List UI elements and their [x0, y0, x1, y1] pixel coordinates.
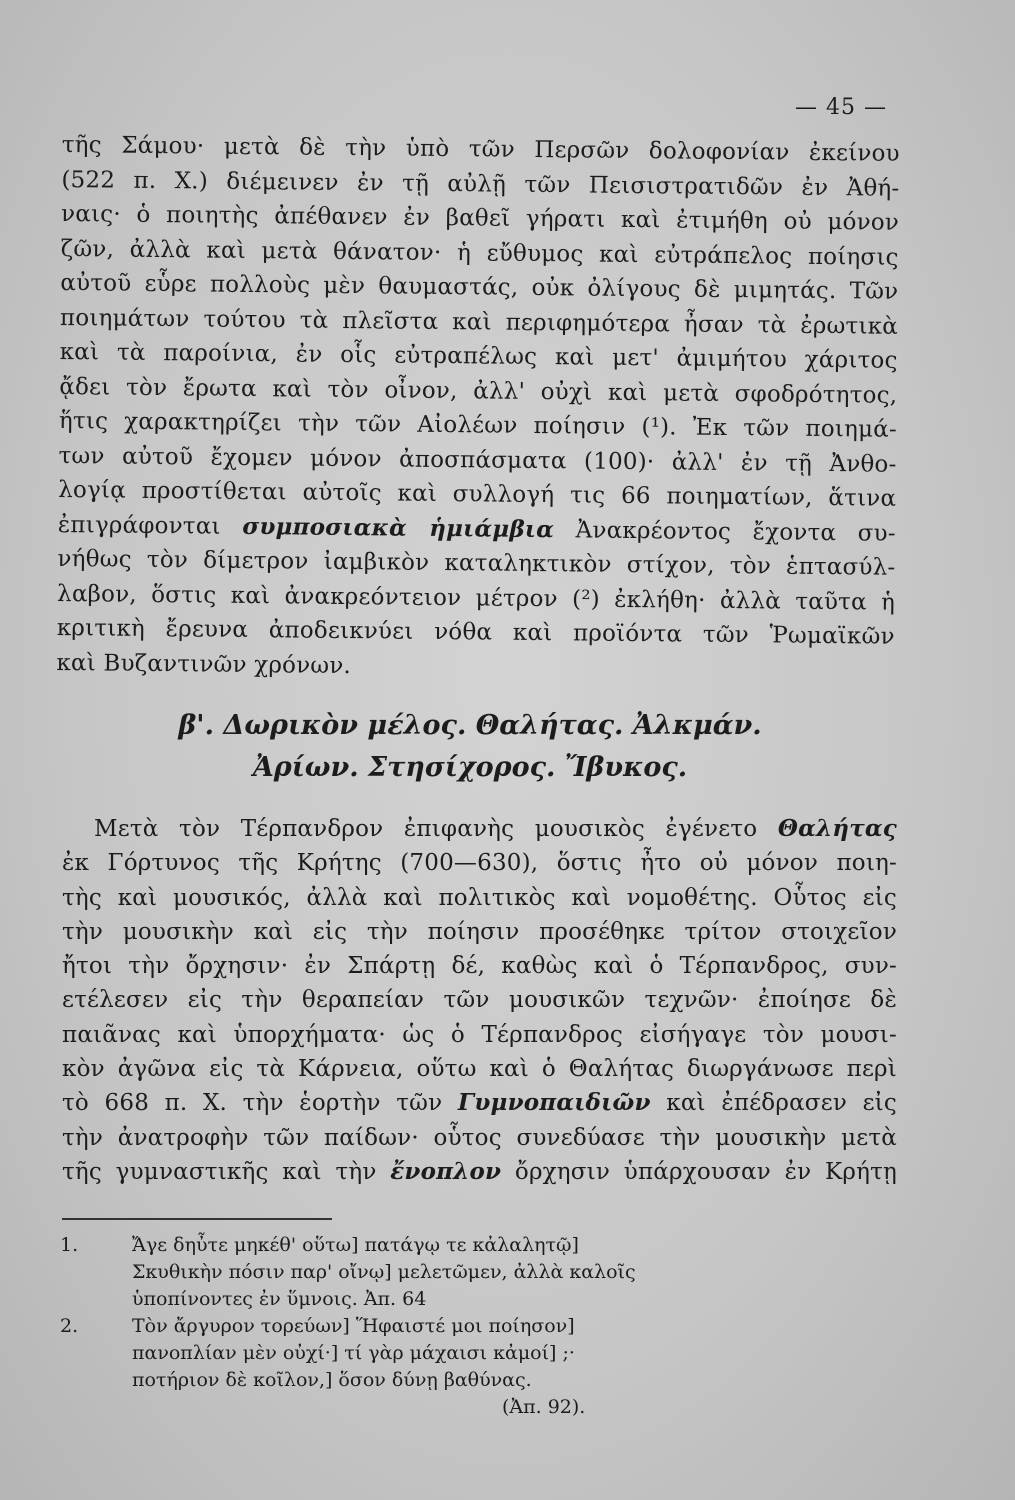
text-line: παιᾶνας καὶ ὑπορχήματα· ὡς ὁ Τέρπανδρος εἰσήγαγε τὸν μουσι-: [62, 1021, 897, 1048]
text-line: ᾄδει τὸν ἔρωτα καὶ τὸν οἶνον, ἀλλ' οὐχὶ καὶ μετὰ σφοδρότητος,: [59, 373, 898, 409]
page-number: — 45 —: [795, 95, 887, 120]
paragraph-anacreon: [56, 128, 900, 689]
footnote-line: πανοπλίαν μὲν οὐχί·] τί γὰρ μάχαισι κἀμοί] ;·: [132, 1342, 575, 1364]
text-line: ἥτις χαρακτηρίζει τὴν τῶν Αἰολέων ποίησιν (¹). Ἐκ τῶν ποιημά-: [58, 407, 898, 443]
text-line: λογίᾳ προστίθεται αὐτοῖς καὶ συλλογή τις 66 ποιηματίων, ἅτινα: [58, 476, 897, 512]
footnote-line: Τὸν ἄργυρον τορεύων] Ἥφαιστέ μοι ποίησον]: [132, 1315, 575, 1337]
footnote-2: [60, 1313, 820, 1421]
text-line: (522 π. Χ.) διέμεινεν ἐν τῇ αὐλῇ τῶν Πεισιστρατιδῶν ἐν Ἀθή-: [61, 166, 900, 202]
text-line: ζῶν, ἀλλὰ καὶ μετὰ θάνατον· ἡ εὔθυμος καὶ εὐτράπελος ποίησις: [60, 235, 899, 271]
emphasized-term: Θαλήτας: [777, 815, 897, 842]
text-segment: καὶ ἐπέδρασεν εἰς: [650, 1090, 897, 1117]
footnote-reference: (Ἀπ. 92).: [502, 1396, 586, 1418]
text-line: τὴς καὶ μουσικός, ἀλλὰ καὶ πολιτικὸς καὶ νομοθέτης. Οὗτος εἰς: [62, 884, 897, 911]
text-line: ποιημάτων τούτου τὰ πλεῖστα καὶ περιφημότερα ἦσαν τὰ ἐρωτικὰ: [59, 304, 899, 340]
text-line: [62, 812, 897, 846]
section-heading: [60, 705, 880, 789]
emphasized-term: συμποσιακὰ ἡμιάμβια: [242, 512, 555, 543]
text-line: ετέλεσεν εἰς τὴν θεραπείαν τῶν μουσικῶν τεχνῶν· ἐποίησε δὲ: [62, 987, 897, 1014]
footnote-line: Ἄγε δηὖτε μηκέθ' οὕτω] πατάγῳ τε κἀλαλητῷ]: [132, 1234, 579, 1256]
text-line: λαβον, ὅστις καὶ ἀνακρεόντειον μέτρον (²) ἐκλήθη· ἀλλὰ ταῦτα ἡ: [56, 580, 896, 616]
footnote-number: 2.: [60, 1315, 79, 1337]
text-line: ἐκ Γόρτυνος τῆς Κρήτης (700—630), ὅστις ἦτο οὐ μόνον ποιη-: [62, 850, 897, 877]
text-line: καὶ τὰ παροίνια, ἐν οἷς εὐτραπέλως καὶ μετ' ἀμιμήτου χάριτος: [59, 338, 898, 374]
heading-line: β'. Δωρικὸν μέλος. Θαλήτας. Ἀλκμάν.: [178, 710, 762, 741]
footnote-divider: [62, 1218, 332, 1220]
text-line: [62, 1086, 897, 1120]
text-segment: Μετὰ τὸν Τέρπανδρον ἐπιφανὴς μουσικὸς ἐγένετο: [94, 816, 778, 842]
text-line: νήθως τὸν δίμετρον ἰαμβικὸν καταληκτικὸν στίχον, τὸν ἑπτασύλ-: [57, 545, 896, 581]
footnote-line: ὑποπίνοντες ἐν ὕμνοις. Ἀπ. 64: [132, 1288, 427, 1310]
text-segment: τὸ 668 π. Χ. τὴν ἑορτὴν τῶν: [62, 1090, 458, 1117]
footnote-1: [60, 1232, 820, 1313]
text-line: καὶ Βυζαντινῶν χρόνων.: [56, 649, 352, 679]
text-line: τὴν μουσικὴν καὶ εἰς τὴν ποίησιν προσέθηκε τρίτον στοιχεῖον: [62, 918, 897, 945]
text-line: ἤτοι τὴν ὄρχησιν· ἐν Σπάρτῃ δέ, καθὼς καὶ ὁ Τέρπανδρος, συν-: [62, 953, 897, 980]
text-line: αὐτοῦ εὗρε πολλοὺς μὲν θαυμαστάς, οὐκ ὀλίγους δὲ μιμητάς. Τῶν: [60, 269, 899, 305]
text-line: τῆς Σάμου· μετὰ δὲ τὴν ὑπὸ τῶν Περσῶν δολοφονίαν ἐκείνου: [61, 131, 900, 167]
text-line: τὴν ἀνατροφὴν τῶν παίδων· οὗτος συνεδύασε τὴν μουσικὴν μετὰ: [62, 1124, 897, 1151]
emphasized-term: Γυμνοπαιδιῶν: [457, 1089, 651, 1117]
heading-line: Ἀρίων. Στησίχορος. Ἴβυκος.: [252, 752, 688, 783]
footnote-line: Σκυθικὴν πόσιν παρ' οἴνῳ] μελετῶμεν, ἀλλὰ καλοῖς: [132, 1261, 636, 1283]
text-line: [62, 1155, 897, 1189]
text-line: κὸν ἀγῶνα εἰς τὰ Κάρνεια, οὕτω καὶ ὁ Θαλήτας διωργάνωσε περὶ: [62, 1056, 897, 1083]
text-segment: τῆς γυμναστικῆς καὶ τὴν: [62, 1158, 391, 1185]
footnotes: [60, 1232, 820, 1421]
emphasized-term: ἔνοπλον: [390, 1157, 502, 1185]
text-line: κριτικὴ ἔρευνα ἀποδεικνύει νόθα καὶ προϊόντα τῶν Ῥωμαϊκῶν: [56, 614, 895, 650]
text-segment: Ἀνακρέοντος ἔχοντα συ-: [553, 516, 896, 547]
paragraph-thaletas: [62, 812, 897, 1189]
text-segment: ἐπιγράφονται: [57, 511, 243, 540]
text-line: ναις· ὁ ποιητὴς ἀπέθανεν ἐν βαθεῖ γήρατι καὶ ἐτιμήθη οὐ μόνον: [60, 200, 900, 236]
text-segment: ὄρχησιν ὑπάρχουσαν ἐν Κρήτῃ: [501, 1158, 898, 1185]
footnote-number: 1.: [60, 1234, 79, 1256]
footnote-line: ποτήριον δὲ κοῖλον,] ὅσον δύνῃ βαθύνας.: [132, 1369, 532, 1391]
text-line: των αὐτοῦ ἔχομεν μόνον ἀποσπάσματα (100)· ἀλλ' ἐν τῇ Ἀνθο-: [58, 442, 897, 478]
